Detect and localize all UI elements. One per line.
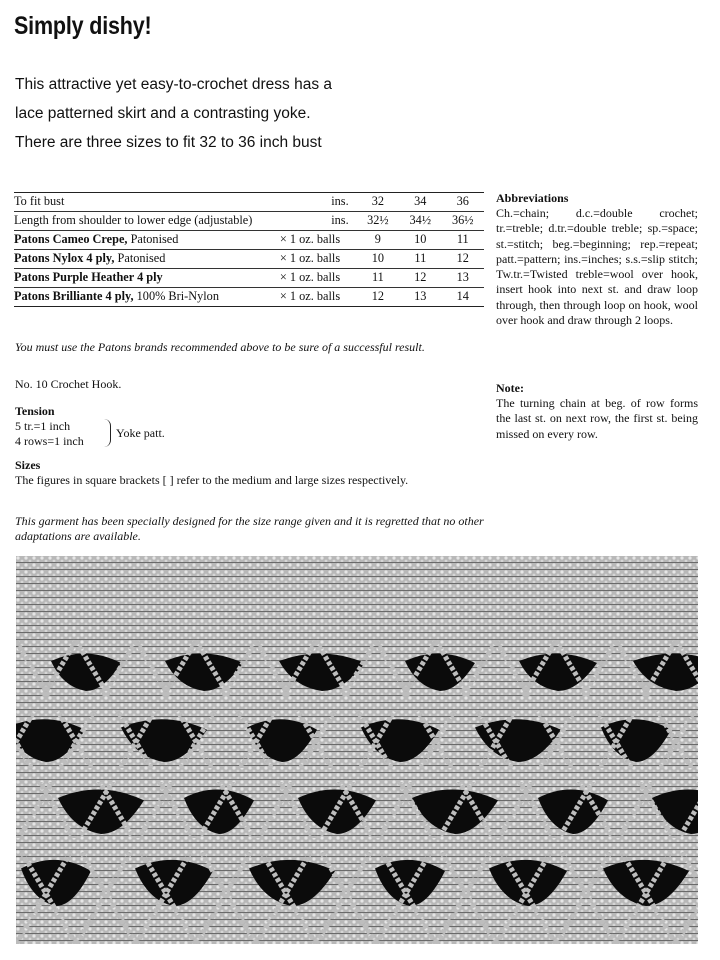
row-unit: ins. <box>280 193 357 212</box>
lace-row <box>16 696 698 710</box>
row-label: Patons Nylox 4 ply, Patonised <box>14 250 280 269</box>
table-row <box>14 212 484 231</box>
table-row <box>14 288 484 307</box>
row-unit: × 1 oz. balls <box>280 250 357 269</box>
brace-icon <box>104 419 111 447</box>
tension-heading: Tension <box>15 404 55 418</box>
hook-size: No. 10 Crochet Hook. <box>15 377 122 391</box>
tension-values <box>15 419 84 449</box>
yarn-requirements-table <box>14 192 484 307</box>
sizes-heading: Sizes <box>15 458 41 472</box>
table-row <box>14 269 484 288</box>
row-unit: × 1 oz. balls <box>280 231 357 250</box>
size-large: 36½ <box>442 212 484 231</box>
size-small: 9 <box>357 231 399 250</box>
row-label: Patons Brilliante 4 ply, 100% Bri-Nylon <box>14 288 280 307</box>
size-small: 12 <box>357 288 399 307</box>
size-medium: 10 <box>399 231 441 250</box>
table-row <box>14 250 484 269</box>
row-label: To fit bust <box>14 193 280 212</box>
row-unit: × 1 oz. balls <box>280 288 357 307</box>
row-label: Patons Purple Heather 4 ply <box>14 269 280 288</box>
size-medium: 34½ <box>399 212 441 231</box>
intro-line: There are three sizes to fit 32 to 36 inch bust <box>15 134 322 151</box>
table-row <box>14 231 484 250</box>
note-heading: Note: <box>496 381 524 395</box>
row-unit: × 1 oz. balls <box>280 269 357 288</box>
note-text: The turning chain at beg. of row forms the last st. on next row, the first st. being missed on every row. <box>496 396 698 441</box>
lace-row <box>16 768 698 782</box>
tension-pattern-label: Yoke patt. <box>116 426 165 440</box>
size-small: 32½ <box>357 212 399 231</box>
size-large: 13 <box>442 269 484 288</box>
size-small: 10 <box>357 250 399 269</box>
abbreviations-heading: Abbreviations <box>496 191 569 205</box>
crochet-lace-photo <box>16 556 698 944</box>
row-label: Patons Cameo Crepe, Patonised <box>14 231 280 250</box>
size-medium: 13 <box>399 288 441 307</box>
adaptations-note: This garment has been specially designed for the size range given and it is regretted that no other adaptations are available. <box>15 514 484 543</box>
intro-text <box>15 70 475 157</box>
size-small: 11 <box>357 269 399 288</box>
size-large: 11 <box>442 231 484 250</box>
size-small: 32 <box>357 193 399 212</box>
size-large: 12 <box>442 250 484 269</box>
size-medium: 34 <box>399 193 441 212</box>
lace-row <box>16 838 698 852</box>
size-large: 36 <box>442 193 484 212</box>
tension-stitches: 5 tr.=1 inch <box>15 419 71 433</box>
tension-rows: 4 rows=1 inch <box>15 434 84 448</box>
sizes-text: The figures in square brackets [ ] refer to the medium and large sizes respectively. <box>15 473 409 487</box>
row-label: Length from shoulder to lower edge (adjustable) <box>14 212 280 231</box>
intro-line: lace patterned skirt and a contrasting yoke. <box>15 105 311 122</box>
page-title: Simply dishy! <box>14 12 152 40</box>
abbreviations-text: Ch.=chain; d.c.=double crochet; tr.=treble; d.tr.=double treble; sp.=space; st.=stitch; beg.=beginning; rep.=repeat; patt.=pattern; ins.=inches; s.s.=slip stitch; Tw.tr.=Twisted treble=wool over hook, insert hook into next st. and draw loop through, then through loop on hook, wool over hook and draw through 2 loops. <box>496 206 698 328</box>
size-large: 14 <box>442 288 484 307</box>
size-medium: 11 <box>399 250 441 269</box>
size-medium: 12 <box>399 269 441 288</box>
brands-note: You must use the Patons brands recommended above to be sure of a successful result. <box>15 340 425 354</box>
row-unit: ins. <box>280 212 357 231</box>
intro-line: This attractive yet easy-to-crochet dress has a <box>15 76 333 93</box>
table-row <box>14 193 484 212</box>
